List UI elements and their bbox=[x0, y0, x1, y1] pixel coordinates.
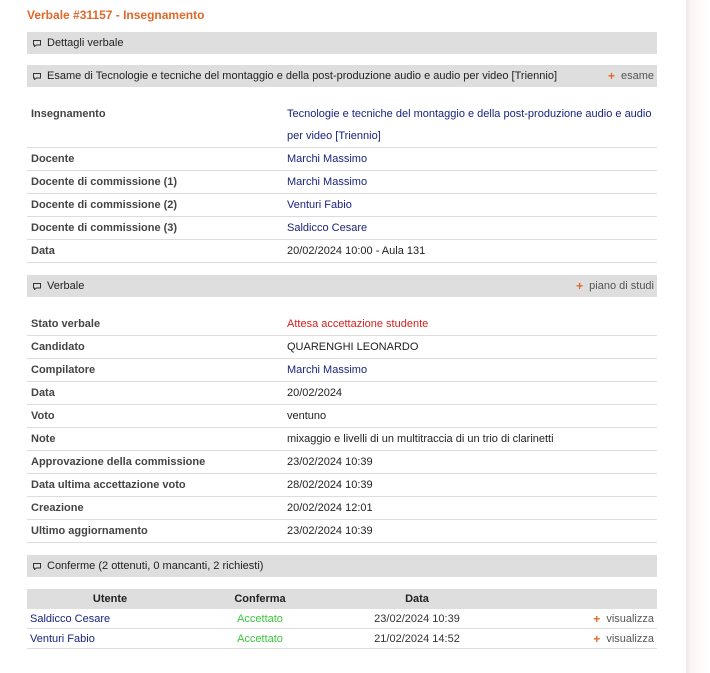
col-data: Data bbox=[405, 593, 429, 605]
detail-label: Voto bbox=[31, 410, 55, 422]
table-row bbox=[27, 629, 657, 649]
status-value: Attesa accettazione studente bbox=[287, 318, 429, 330]
visualizza-label: visualizza bbox=[606, 632, 654, 645]
detail-label: Docente di commissione (2) bbox=[31, 199, 178, 211]
visualizza-link[interactable] bbox=[593, 632, 654, 646]
verbale-page bbox=[27, 0, 657, 649]
detail-row bbox=[27, 103, 657, 148]
comment-icon bbox=[33, 73, 41, 80]
detail-label: Docente di commissione (1) bbox=[31, 176, 178, 188]
plus-icon: + bbox=[607, 69, 615, 83]
esame-link[interactable] bbox=[608, 69, 654, 83]
section-label: Dettagli verbale bbox=[47, 37, 124, 49]
detail-label: Creazione bbox=[31, 502, 84, 514]
detail-label: Stato verbale bbox=[31, 318, 101, 330]
detail-value: 23/02/2024 10:39 bbox=[287, 525, 373, 537]
conferma-date: 21/02/2024 14:52 bbox=[374, 632, 460, 645]
voto-value: ventuno bbox=[287, 410, 327, 422]
detail-row bbox=[27, 240, 657, 263]
plus-icon: + bbox=[576, 279, 584, 293]
detail-label: Candidato bbox=[31, 341, 85, 353]
section-label: Esame di Tecnologie e tecniche del montaggio e della post-produzione audio e audio per video [Triennio] bbox=[47, 70, 558, 82]
plus-icon: + bbox=[593, 631, 601, 646]
piano-di-studi-link[interactable] bbox=[576, 279, 654, 293]
visualizza-link[interactable] bbox=[593, 612, 654, 626]
detail-value: 20/02/2024 10:00 - Aula 131 bbox=[287, 245, 426, 257]
utente-link[interactable]: Venturi Fabio bbox=[30, 632, 95, 645]
note-value: mixaggio e livelli di un multitraccia di un trio di clarinetti bbox=[287, 433, 554, 445]
page-title: Verbale #31157 - Insegnamento bbox=[27, 8, 205, 22]
commissione-1-link[interactable]: Marchi Massimo bbox=[287, 176, 368, 188]
visualizza-label: visualizza bbox=[606, 612, 654, 625]
section-dettagli-verbale bbox=[27, 32, 657, 54]
detail-value: 20/02/2024 12:01 bbox=[287, 502, 373, 514]
section-label: Conferme (2 ottenuti, 0 mancanti, 2 richiesti) bbox=[47, 560, 264, 572]
conferme-table-header bbox=[27, 589, 657, 609]
detail-value: 20/02/2024 bbox=[287, 387, 343, 399]
commissione-2-link[interactable]: Venturi Fabio bbox=[287, 199, 352, 211]
utente-link[interactable]: Saldicco Cesare bbox=[30, 612, 111, 625]
detail-value: 28/02/2024 10:39 bbox=[287, 479, 373, 491]
detail-value: 23/02/2024 10:39 bbox=[287, 456, 373, 468]
detail-label: Docente di commissione (3) bbox=[31, 222, 178, 234]
docente-link[interactable]: Marchi Massimo bbox=[287, 153, 368, 165]
section-esame bbox=[27, 65, 657, 87]
comment-icon bbox=[33, 283, 41, 290]
detail-label: Data ultima accettazione voto bbox=[31, 479, 186, 491]
detail-label: Data bbox=[31, 245, 55, 257]
verbale-details bbox=[27, 313, 657, 543]
comment-icon bbox=[33, 40, 41, 47]
detail-row bbox=[27, 520, 657, 543]
commissione-3-link[interactable]: Saldicco Cesare bbox=[287, 222, 368, 234]
detail-label: Insegnamento bbox=[31, 108, 106, 120]
detail-label: Data bbox=[31, 387, 55, 399]
plus-icon: + bbox=[593, 611, 601, 626]
conferma-status: Accettato bbox=[237, 632, 283, 645]
detail-label: Ultimo aggiornamento bbox=[31, 525, 148, 537]
section-verbale bbox=[27, 275, 657, 297]
conferma-date: 23/02/2024 10:39 bbox=[374, 612, 460, 625]
insegnamento-link[interactable]: Tecnologie e tecniche del montaggio e della post-produzione audio e audio per video [Triennio] bbox=[287, 108, 652, 142]
table-row bbox=[27, 609, 657, 629]
col-conferma: Conferma bbox=[234, 593, 286, 605]
detail-label: Note bbox=[31, 433, 56, 445]
right-edge-decoration bbox=[686, 0, 710, 673]
conferma-status: Accettato bbox=[237, 612, 283, 625]
detail-label: Docente bbox=[31, 153, 75, 165]
detail-label: Compilatore bbox=[31, 364, 96, 376]
piano-di-studi-label: piano di studi bbox=[589, 280, 654, 292]
section-conferme bbox=[27, 555, 657, 577]
comment-icon bbox=[33, 563, 41, 570]
insegnamento-details bbox=[27, 103, 657, 263]
compilatore-link[interactable]: Marchi Massimo bbox=[287, 364, 368, 376]
col-utente: Utente bbox=[92, 593, 128, 605]
esame-link-label: esame bbox=[620, 70, 654, 82]
section-label: Verbale bbox=[47, 280, 85, 292]
candidato-value: QUARENGHI LEONARDO bbox=[287, 341, 419, 353]
detail-label: Approvazione della commissione bbox=[31, 456, 206, 468]
